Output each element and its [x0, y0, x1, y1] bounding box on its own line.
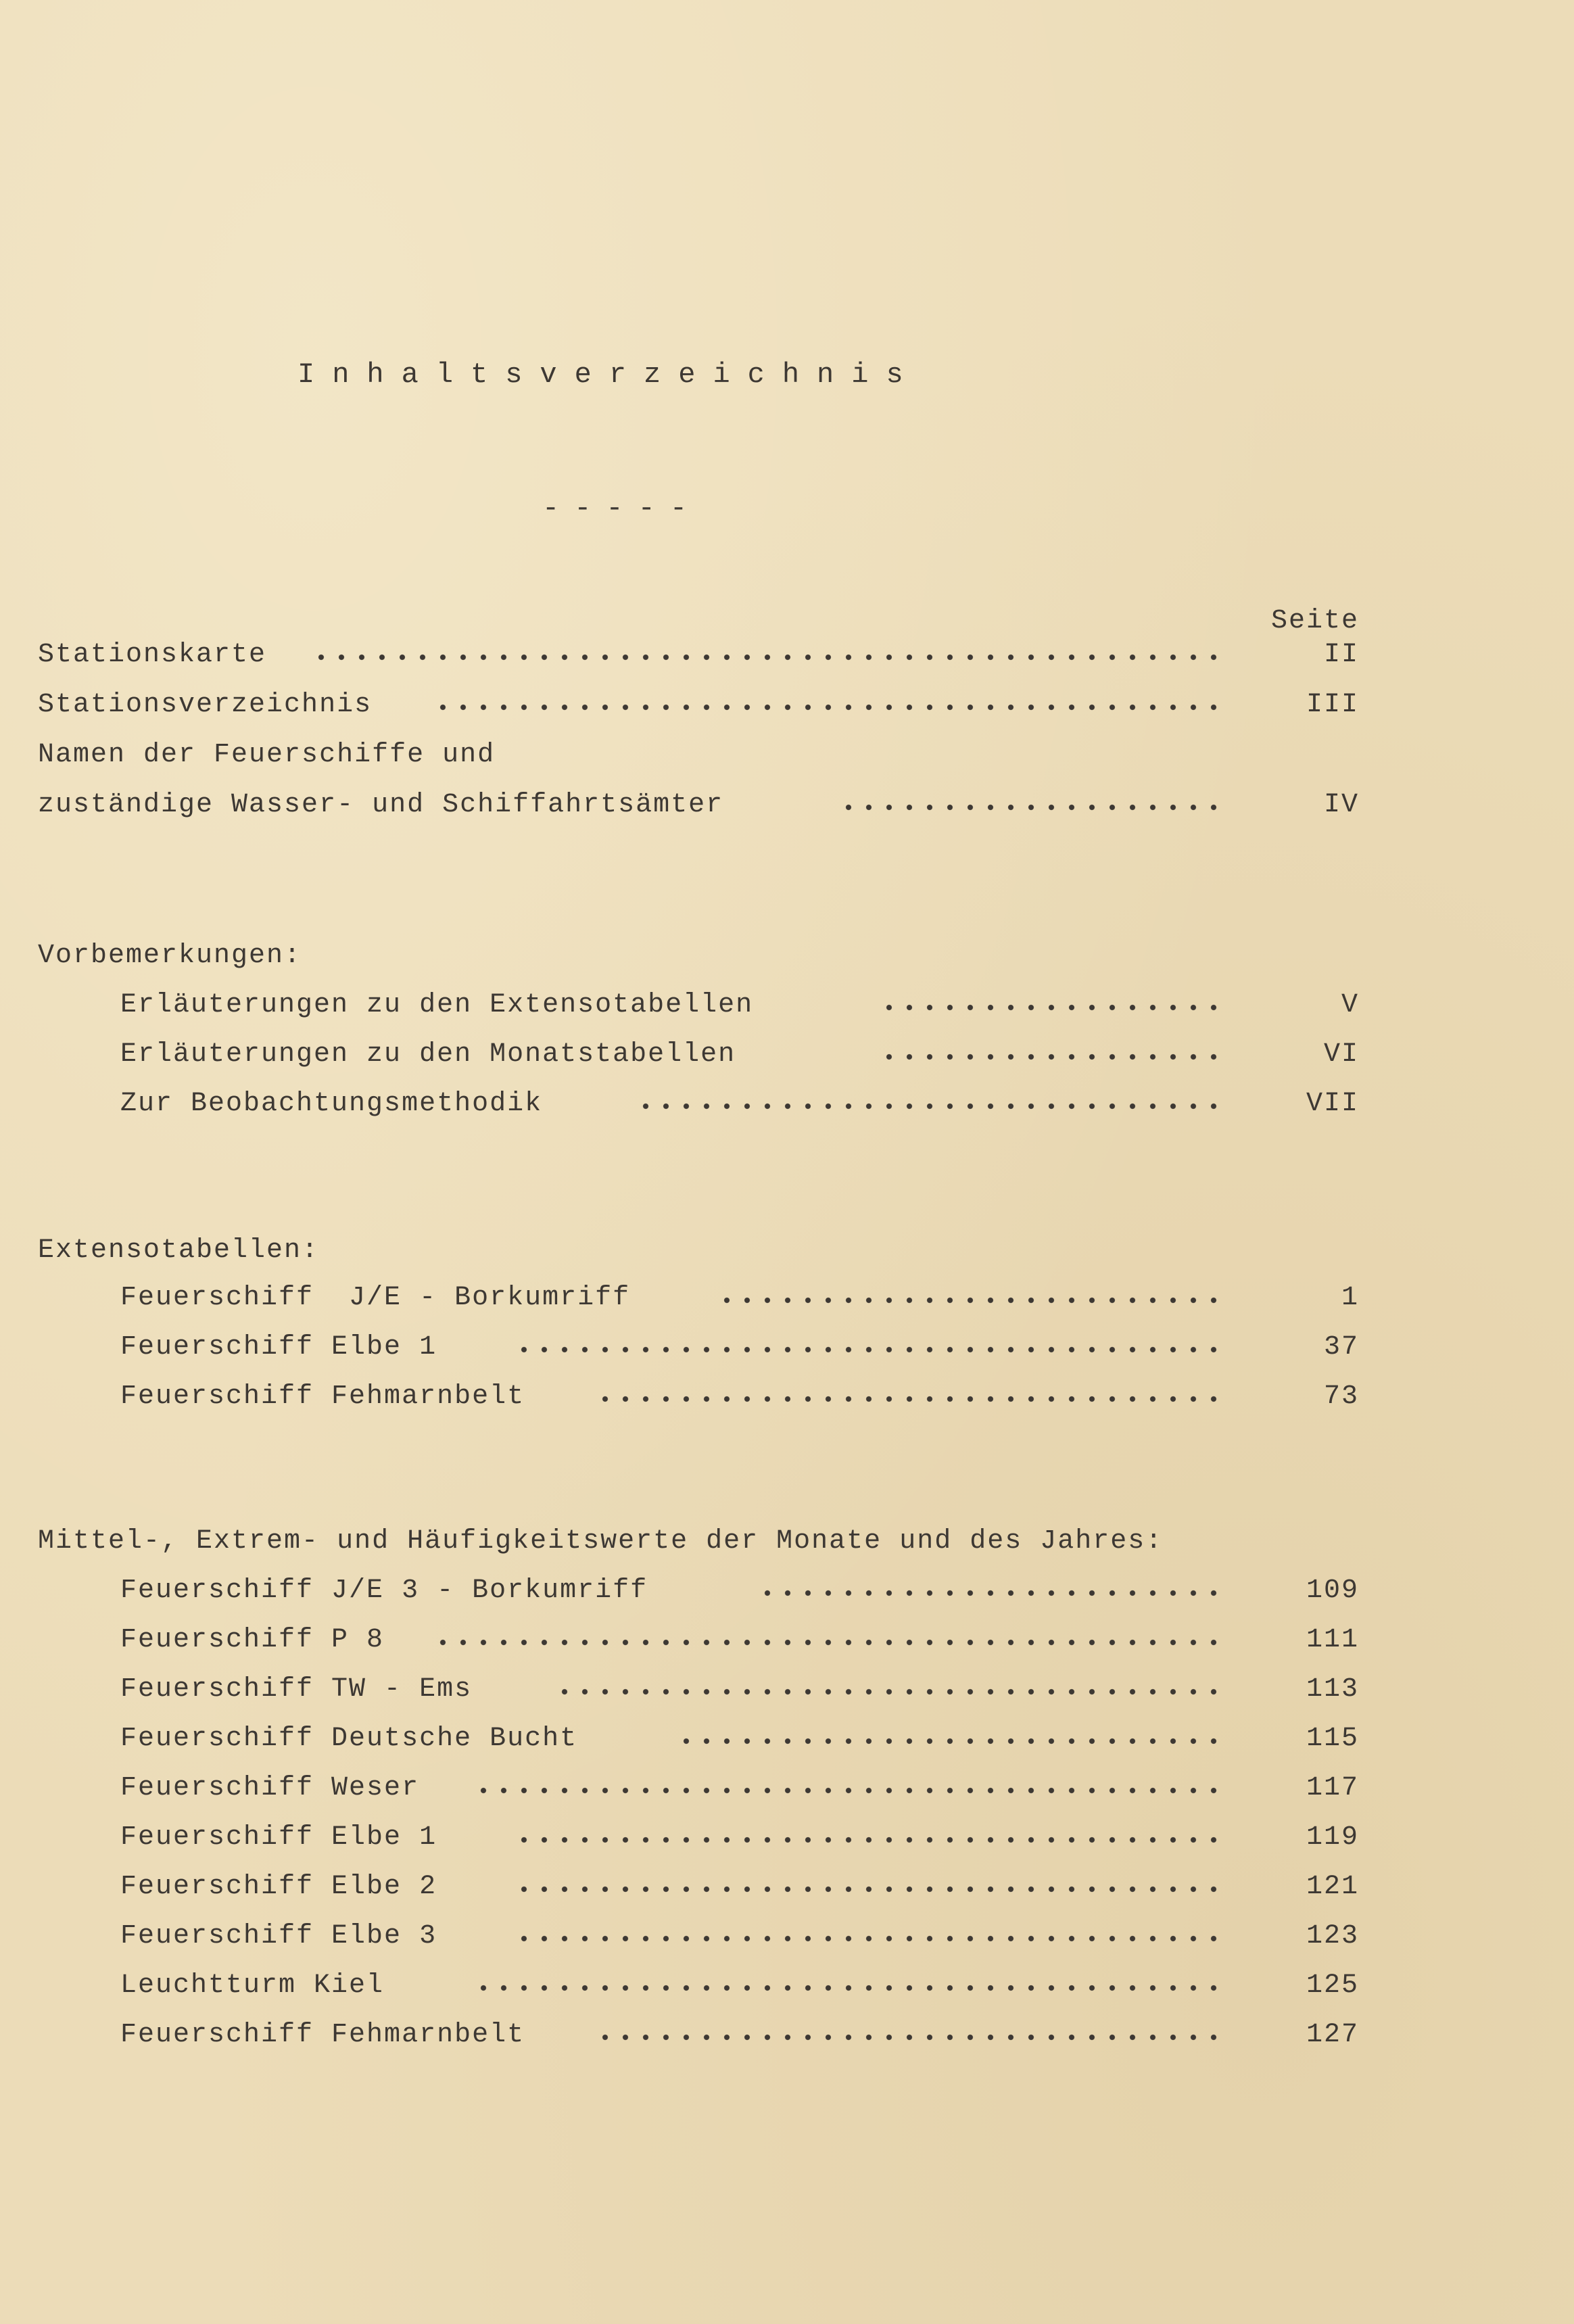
page-title: Inhaltsverzeichnis [297, 358, 921, 391]
dot-leader [757, 1589, 1224, 1597]
toc-entry-page: 73 [1323, 1381, 1359, 1412]
toc-entry-label: Feuerschiff Elbe 3 [120, 1921, 437, 1951]
dot-leader [595, 1395, 1224, 1403]
toc-entry-label: Feuerschiff Fehmarnbelt [120, 1381, 525, 1412]
toc-entry-label: Feuerschiff J/E - Borkumriff [120, 1283, 631, 1313]
toc-entry-label: Stationskarte [38, 640, 267, 670]
toc-entry-label: Zur Beobachtungsmethodik [120, 1089, 543, 1119]
dot-leader [480, 1786, 1224, 1795]
toc-entry-page: 115 [1306, 1724, 1359, 1754]
toc-entry-label: Erläuterungen zu den Monatstabellen [120, 1039, 736, 1070]
toc-entry-label: Stationsverzeichnis [38, 690, 373, 720]
dot-leader [878, 1053, 1224, 1061]
dot-leader [521, 1935, 1224, 1943]
toc-entry-page: 109 [1306, 1575, 1359, 1606]
toc-entry-label: Feuerschiff P 8 [120, 1625, 385, 1655]
dot-leader [439, 1638, 1224, 1646]
toc-entry-page: 117 [1306, 1773, 1359, 1803]
dot-leader [439, 703, 1224, 711]
toc-entry-page: 119 [1306, 1822, 1359, 1853]
toc-entry-page: 125 [1306, 1970, 1359, 2001]
page-column-header: Seite [1270, 606, 1359, 636]
toc-entry-page: VII [1306, 1089, 1359, 1119]
toc-entry-page: 37 [1323, 1332, 1359, 1362]
toc-entry-label: Erläuterungen zu den Extensotabellen [120, 990, 754, 1020]
dot-leader [642, 1102, 1224, 1110]
toc-entry-label: Feuerschiff Elbe 1 [120, 1332, 437, 1362]
toc-entry-label: Feuerschiff Fehmarnbelt [120, 2020, 525, 2050]
toc-entry-label: zuständige Wasser- und Schiffahrtsämter [38, 790, 724, 820]
toc-entry-page: II [1323, 640, 1359, 670]
toc-entry-label: Feuerschiff TW - Ems [120, 1674, 473, 1705]
section-heading: Vorbemerkungen: [38, 941, 302, 971]
section-heading: Mittel-, Extrem- und Häufigkeitswerte der Monate und des Jahres: [38, 1526, 1164, 1557]
dot-leader [595, 2033, 1224, 2041]
dot-leader [521, 1885, 1224, 1893]
dot-leader [676, 1737, 1224, 1745]
toc-entry-label: Feuerschiff J/E 3 - Borkumriff [120, 1575, 648, 1606]
dot-leader [878, 1003, 1224, 1012]
toc-entry-page: 127 [1306, 2020, 1359, 2050]
dot-leader [521, 1836, 1224, 1844]
section-heading: Extensotabellen: [38, 1235, 320, 1266]
toc-entry-page: V [1341, 990, 1359, 1020]
dot-leader [554, 1688, 1224, 1696]
dot-leader [837, 803, 1224, 811]
dot-leader [480, 1984, 1224, 1992]
title-rule: ----- [542, 492, 702, 525]
toc-entry-page: 121 [1306, 1872, 1359, 1902]
toc-entry-page: III [1306, 690, 1359, 720]
toc-entry-label: Feuerschiff Elbe 2 [120, 1872, 437, 1902]
toc-entry-label: Feuerschiff Deutsche Bucht [120, 1724, 578, 1754]
toc-entry-page: 113 [1306, 1674, 1359, 1705]
toc-entry-label: Feuerschiff Weser [120, 1773, 420, 1803]
toc-entry-page: 1 [1341, 1283, 1359, 1313]
dot-leader [715, 1296, 1224, 1304]
toc-entry-page: IV [1323, 790, 1359, 820]
toc-entry-page: VI [1323, 1039, 1359, 1070]
toc-entry-label: Feuerschiff Elbe 1 [120, 1822, 437, 1853]
dot-leader [318, 653, 1224, 661]
dot-leader [514, 1346, 1224, 1354]
toc-entry-label-line1: Namen der Feuerschiffe und [38, 740, 496, 770]
toc-entry-page: 111 [1306, 1625, 1359, 1655]
toc-entry-label: Leuchtturm Kiel [120, 1970, 385, 2001]
toc-entry-page: 123 [1306, 1921, 1359, 1951]
